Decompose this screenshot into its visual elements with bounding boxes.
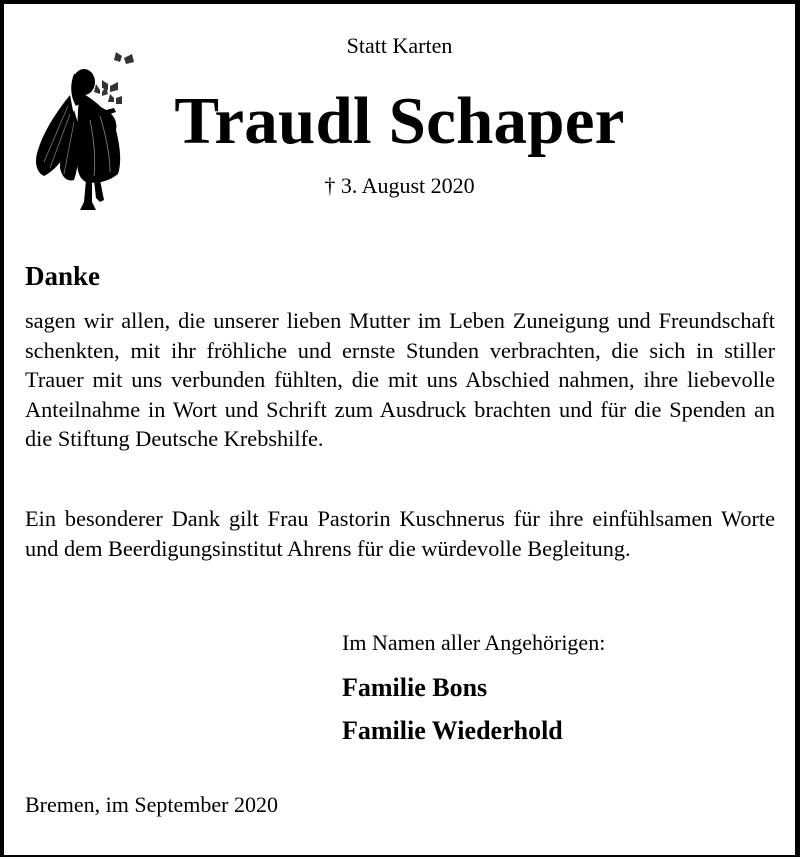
place-and-date: Bremen, im September 2020 xyxy=(25,792,278,817)
thanks-heading: Danke xyxy=(25,261,101,291)
preheading: Statt Karten xyxy=(346,33,453,58)
family-name: Familie Wiederhold xyxy=(342,716,563,745)
thanks-paragraph: sagen wir allen, die unserer lieben Mutter im Leben Zuneigung und Freundschaft schenkten, mit ihr fröhliche und ernste Stunden verbrachten, die sich in stiller Trauer mit uns verbunden fühlten, die mit uns Abschied nahmen, ihre liebevolle Anteilnahme in Wort und Schrift zum Ausdruck brachten und für die Spenden an die Stiftung Deutsche Krebshilfe. xyxy=(25,308,775,452)
signature-intro: Im Namen aller Angehörigen: xyxy=(342,630,606,655)
special-thanks-paragraph: Ein besonderer Dank gilt Frau Pastorin Kuschnerus für ihre einfühlsamen Worte und dem Beerdigungsinstitut Ahrens für die würdevolle Begleitung. xyxy=(25,506,775,561)
death-date: † 3. August 2020 xyxy=(324,173,475,198)
family-name: Familie Bons xyxy=(342,673,488,702)
deceased-name: Traudl Schaper xyxy=(174,84,625,158)
